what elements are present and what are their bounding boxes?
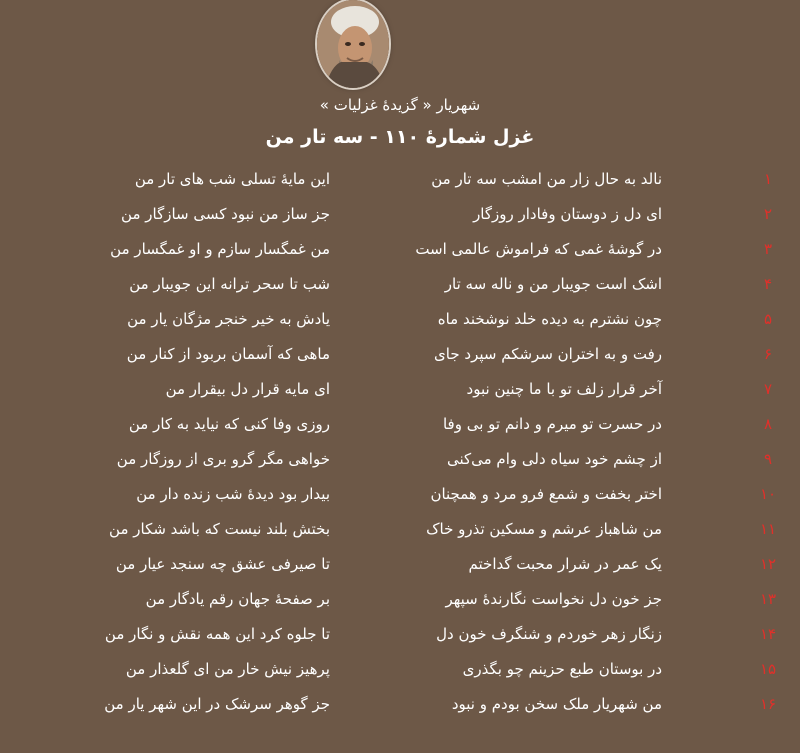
verse-number: ۱۰ [759, 485, 777, 503]
verse-second-half: این مایهٔ تسلی شب های تار من [134, 170, 330, 188]
verse-row [0, 450, 800, 484]
verse-number: ۱۶ [759, 695, 777, 713]
verse-second-half: جز گوهر سرشک در این شهر یار من [104, 695, 330, 713]
verse-second-half: خواهی مگر گرو بری از روزگار من [116, 450, 330, 468]
verse-row [0, 590, 800, 624]
verse-number: ۳ [763, 240, 773, 258]
verse-number: ۴ [763, 275, 773, 293]
verse-second-half: تا جلوه کرد این همه نقش و نگار من [104, 625, 330, 643]
verse-first-half: جز خون دل نخواست نگارندهٔ سپهر [445, 590, 662, 608]
verse-first-half: نالد به حال زار من امشب سه تار من [431, 170, 662, 188]
verse-first-half: در بوستان طبع حزینم چو بگذری [462, 660, 662, 678]
verse-first-half: من شهریار ملک سخن بودم و نبود [451, 695, 662, 713]
verse-row [0, 695, 800, 729]
verse-row [0, 240, 800, 274]
verse-row [0, 345, 800, 379]
verse-number: ۱ [763, 170, 773, 188]
verse-row [0, 205, 800, 239]
verse-number: ۵ [763, 310, 773, 328]
verse-number: ۱۲ [759, 555, 777, 573]
verse-number: ۸ [763, 415, 773, 433]
verse-first-half: آخر قرار زلف تو با ما چنین نبود [466, 380, 662, 398]
verse-number: ۶ [763, 345, 773, 363]
verse-number: ۲ [763, 205, 773, 223]
verse-second-half: پرهیز نیش خار من ای گلعذار من [125, 660, 330, 678]
verse-first-half: رفت و به اختران سرشکم سپرد جای [434, 345, 662, 363]
verse-second-half: بیدار بود دیدهٔ شب زنده دار من [136, 485, 330, 503]
verse-second-half: یادش به خیر خنجر مژگان یار من [127, 310, 330, 328]
verse-first-half: من شاهباز عرشم و مسکین تذرو خاک [426, 520, 662, 538]
verse-number: ۱۳ [759, 590, 777, 608]
verse-row [0, 275, 800, 309]
verse-first-half: یک عمر در شرار محبت گداختم [468, 555, 662, 573]
verse-second-half: تا صیرفی عشق چه سنجد عیار من [115, 555, 330, 573]
verse-row [0, 310, 800, 344]
verse-second-half: بختش بلند نیست که باشد شکار من [109, 520, 330, 538]
verse-first-half: ای دل ز دوستان وفادار روزگار [473, 205, 662, 223]
verse-first-half: از چشم خود سیاه دلی وام می‌کنی [446, 450, 662, 468]
verse-row [0, 660, 800, 694]
verse-second-half: جز ساز من نبود کسی سازگار من [121, 205, 330, 223]
verse-second-half: من غمگسار سازم و او غمگسار من [110, 240, 330, 258]
verse-second-half: شب تا سحر ترانه این جویبار من [129, 275, 330, 293]
verse-first-half: چون نشترم به دیده خلد نوشخند ماه [437, 310, 662, 328]
verse-first-half: اشک است جویبار من و ناله سه تار [444, 275, 662, 293]
book-subtitle: شهریار « گزیدهٔ غزلیات » [319, 96, 481, 114]
verse-row [0, 625, 800, 659]
poet-portrait-icon [317, 0, 389, 88]
verse-row [0, 555, 800, 589]
verse-second-half: ای مایه قرار دل بیقرار من [165, 380, 330, 398]
verse-second-half: ماهی که آسمان بربود از کنار من [126, 345, 330, 363]
verse-row [0, 415, 800, 449]
verse-second-half: بر صفحهٔ جهان رقم یادگار من [145, 590, 330, 608]
verse-number: ۱۵ [759, 660, 777, 678]
verse-number: ۱۱ [759, 520, 777, 538]
verse-number: ۹ [763, 450, 773, 468]
verse-row [0, 170, 800, 204]
verse-row [0, 380, 800, 414]
verse-first-half: در گوشهٔ غمی که فراموش عالمی است [415, 240, 662, 258]
verse-number: ۱۴ [759, 625, 777, 643]
verse-row [0, 520, 800, 554]
verse-second-half: روزی وفا کنی که نیاید به کار من [128, 415, 330, 433]
verse-first-half: در حسرت تو میرم و دانم تو بی وفا [442, 415, 662, 433]
poem-title: غزل شمارهٔ ۱۱۰ - سه تار من [265, 126, 535, 148]
verse-first-half: زنگار زهر خوردم و شنگرف خون دل [436, 625, 662, 643]
verse-first-half: اختر بخفت و شمع فرو مرد و همچنان [430, 485, 662, 503]
verse-row [0, 485, 800, 519]
verse-number: ۷ [763, 380, 773, 398]
